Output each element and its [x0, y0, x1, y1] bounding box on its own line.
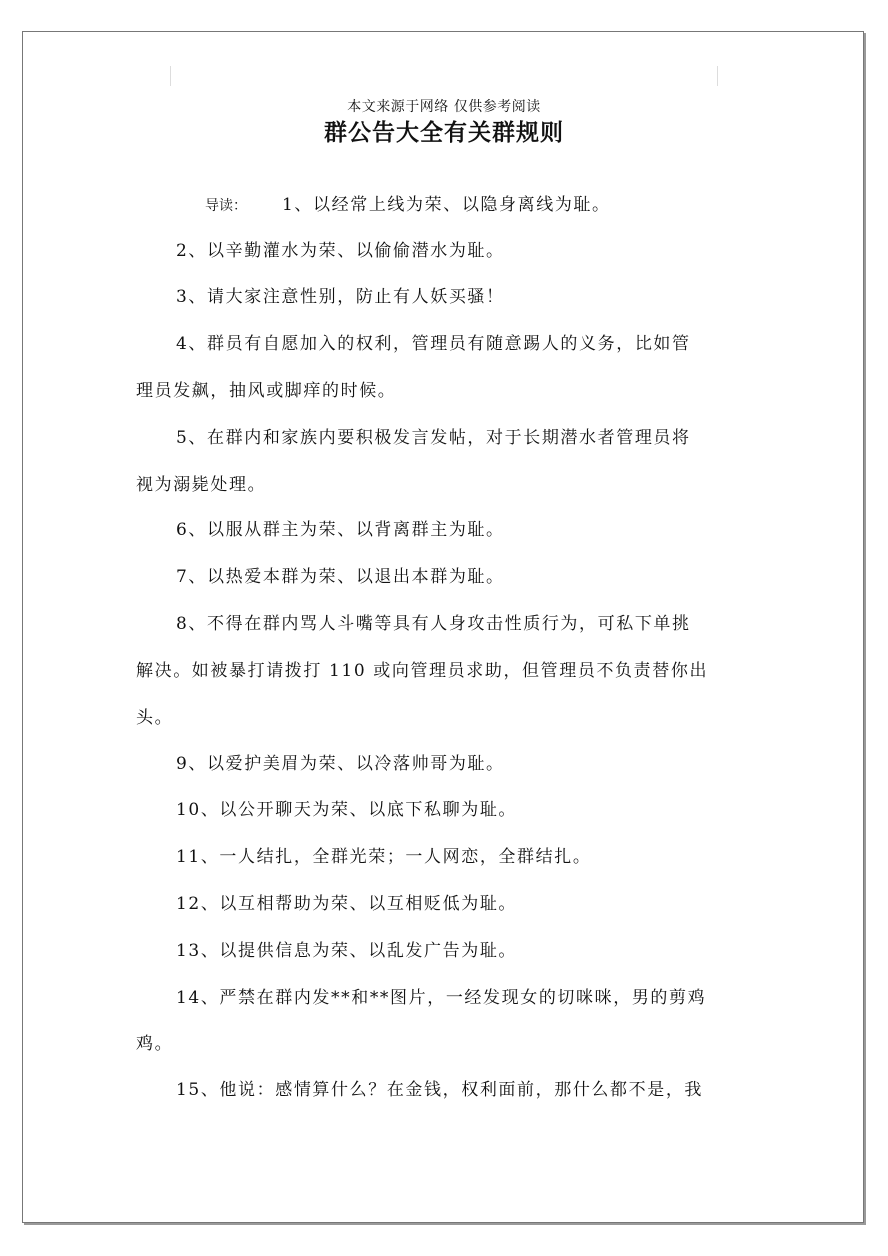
- rule-15-line-1: 15、他说：感情算什么？在金钱，权利面前，那什么都不是，我: [176, 1080, 704, 1100]
- crop-mark-left: [170, 66, 171, 86]
- rule-10: 10、以公开聊天为荣、以底下私聊为耻。: [176, 800, 518, 820]
- rule-14-line-1: 14、严禁在群内发**和**图片，一经发现女的切咪咪，男的剪鸡: [176, 988, 707, 1008]
- rule-4-line-2: 理员发飙，抽风或脚痒的时候。: [136, 381, 397, 401]
- rule-6: 6、以服从群主为荣、以背离群主为耻。: [176, 520, 505, 540]
- rule-8-line-1: 8、不得在群内骂人斗嘴等具有人身攻击性质行为，可私下单挑: [176, 614, 691, 634]
- rule-4-line-1: 4、群员有自愿加入的权利，管理员有随意踢人的义务，比如管: [176, 334, 691, 354]
- lead-line: [205, 195, 611, 215]
- rule-14-line-2: 鸡。: [136, 1034, 174, 1054]
- rule-12: 12、以互相帮助为荣、以互相贬低为耻。: [176, 894, 518, 914]
- rule-7: 7、以热爱本群为荣、以退出本群为耻。: [176, 567, 505, 587]
- rule-2: 2、以辛勤灌水为荣、以偷偷潜水为耻。: [176, 241, 505, 261]
- rule-13: 13、以提供信息为荣、以乱发广告为耻。: [176, 941, 518, 961]
- rule-3: 3、请大家注意性别，防止有人妖买骚！: [176, 287, 505, 307]
- rule-5-line-1: 5、在群内和家族内要积极发言发帖，对于长期潜水者管理员将: [176, 428, 691, 448]
- rule-9: 9、以爱护美眉为荣、以冷落帅哥为耻。: [176, 754, 505, 774]
- crop-mark-right: [717, 66, 718, 86]
- rule-8-line-3: 头。: [136, 708, 174, 728]
- source-note: 本文来源于网络 仅供参考阅读: [347, 99, 541, 115]
- rule-5-line-2: 视为溺毙处理。: [136, 475, 267, 495]
- rule-1: 1、以经常上线为荣、以隐身离线为耻。: [282, 195, 611, 215]
- lead-label: 导读：: [205, 198, 247, 214]
- document-title: 群公告大全有关群规则: [324, 119, 564, 146]
- rule-11: 11、一人结扎，全群光荣；一人网恋，全群结扎。: [176, 847, 592, 867]
- rule-8-line-2: 解决。如被暴打请拨打 110 或向管理员求助，但管理员不负责替你出: [136, 661, 709, 681]
